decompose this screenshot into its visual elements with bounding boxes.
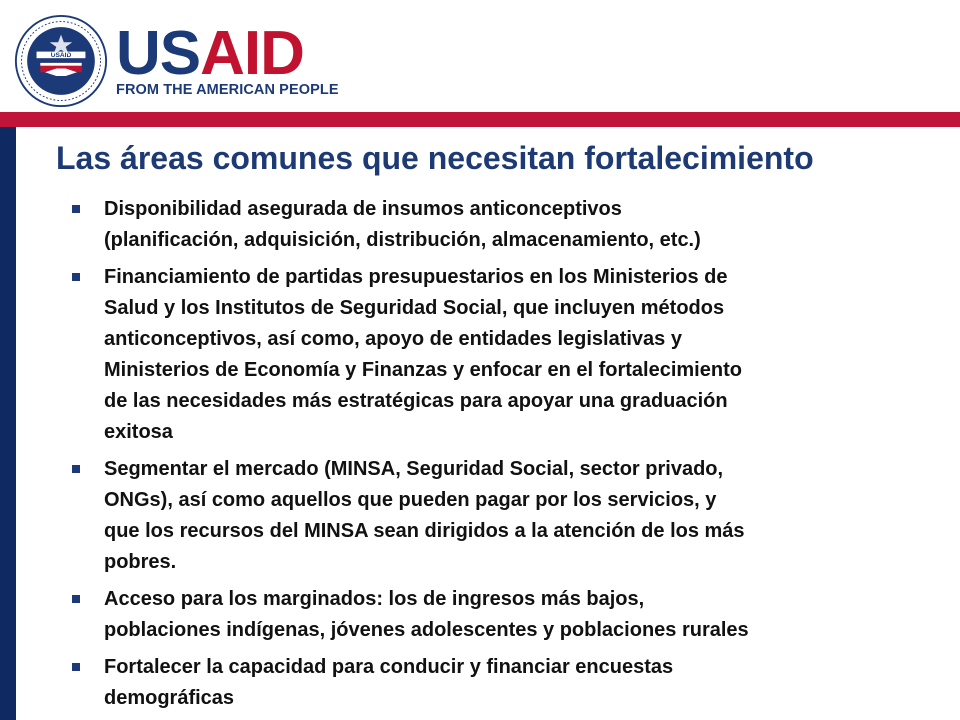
bullet-line: exitosa bbox=[104, 421, 173, 443]
bullet-line: Ministerios de Economía y Finanzas y enfocar en el fortalecimiento bbox=[104, 359, 742, 381]
bullet-line: anticonceptivos, así como, apoyo de entidades legislativas y bbox=[104, 328, 682, 350]
wordmark-title bbox=[116, 19, 339, 88]
bullet-line: poblaciones indígenas, jóvenes adolescentes y poblaciones rurales bbox=[104, 619, 749, 641]
bullet-line: Financiamiento de partidas presupuestarios en los Ministerios de bbox=[104, 266, 728, 288]
bullet-item bbox=[72, 262, 932, 448]
bullet-square-icon bbox=[72, 595, 80, 603]
bullet-square-icon bbox=[72, 465, 80, 473]
wordmark-aid: AID bbox=[200, 19, 304, 88]
wordmark-us: US bbox=[116, 19, 201, 88]
slide-title: Las áreas comunes que necesitan fortalecimiento bbox=[56, 140, 814, 176]
bullet-line: ONGs), así como aquellos que pueden pagar por los servicios, y bbox=[104, 489, 717, 511]
usaid-wordmark bbox=[116, 19, 339, 98]
usaid-seal-icon bbox=[14, 14, 108, 108]
bullet-line: Salud y los Institutos de Seguridad Social, que incluyen métodos bbox=[104, 297, 725, 319]
bullet-square-icon bbox=[72, 205, 80, 213]
bullet-square-icon bbox=[72, 273, 80, 281]
bullet-line: que los recursos del MINSA sean dirigidos a la atención de los más bbox=[104, 520, 745, 542]
bullet-square-icon bbox=[72, 663, 80, 671]
left-accent-bar bbox=[0, 127, 16, 720]
bullet-line: de las necesidades más estratégicas para apoyar una graduación bbox=[104, 390, 728, 412]
bullet-item bbox=[72, 194, 932, 256]
bullet-line: demográficas bbox=[104, 687, 235, 709]
bullet-line: pobres. bbox=[104, 551, 177, 573]
bullet-line: Disponibilidad asegurada de insumos anticonceptivos bbox=[104, 198, 622, 220]
seal-center-text: USAID bbox=[50, 52, 72, 60]
bullet-line: Segmentar el mercado (MINSA, Seguridad Social, sector privado, bbox=[104, 458, 724, 480]
bullet-line: (planificación, adquisición, distribución, almacenamiento, etc.) bbox=[104, 229, 701, 251]
header bbox=[0, 0, 960, 112]
bullet-item bbox=[72, 454, 932, 578]
bullet-item bbox=[72, 652, 932, 714]
wordmark-tagline: FROM THE AMERICAN PEOPLE bbox=[116, 82, 339, 98]
bullet-line: Fortalecer la capacidad para conducir y financiar encuestas bbox=[104, 656, 674, 678]
bullet-line: Acceso para los marginados: los de ingresos más bajos, bbox=[104, 588, 645, 610]
bullet-item bbox=[72, 584, 932, 646]
top-accent-bar bbox=[0, 112, 960, 127]
bullet-list bbox=[72, 194, 932, 720]
